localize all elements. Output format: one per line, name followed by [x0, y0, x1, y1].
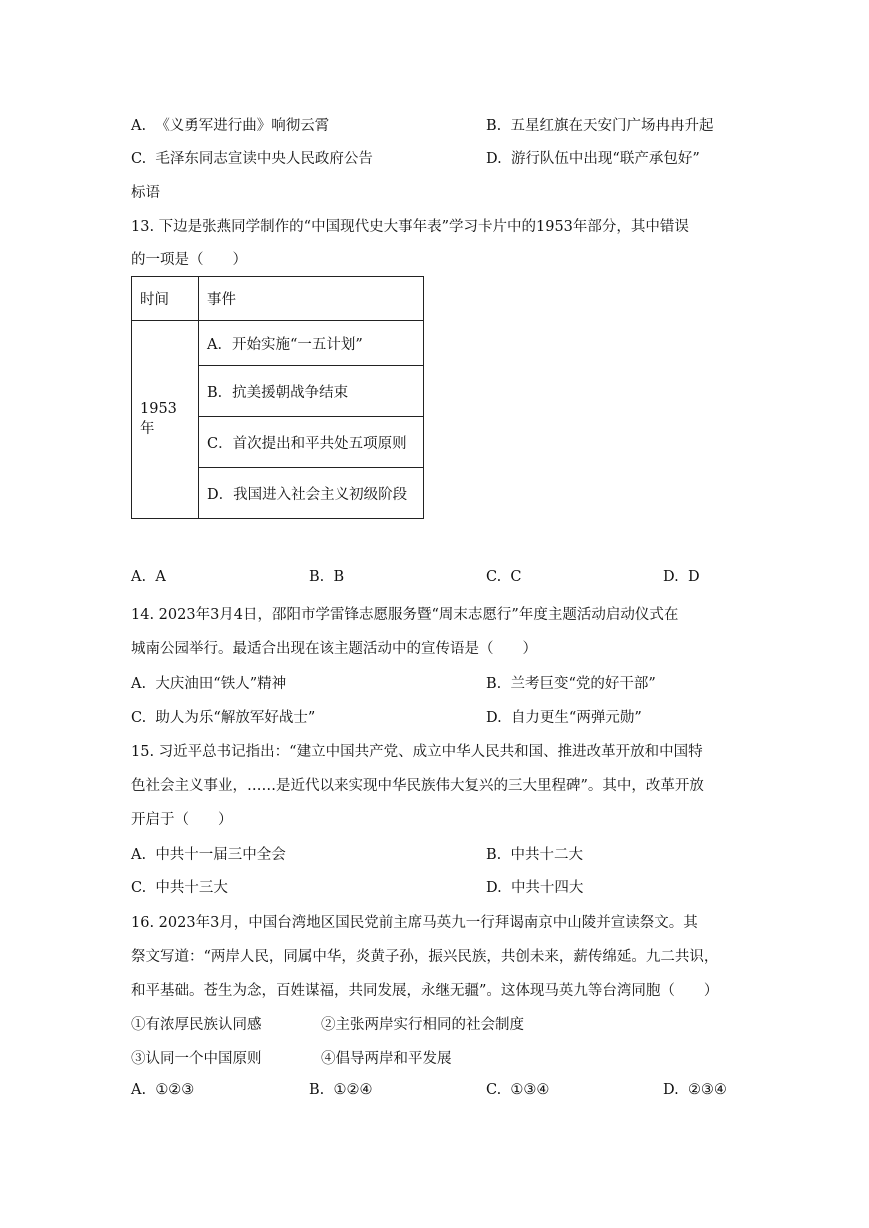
q12-option-d: D. 游行队伍中出现“联产承包好”	[486, 151, 700, 167]
q13-option-d: D. D	[663, 569, 700, 585]
q12-option-c: C. 毛泽东同志宣读中央人民政府公告	[131, 151, 373, 167]
q13-stem-line1: 13. 下边是张燕同学制作的“中国现代史大事年表”学习卡片中的1953年部分，其中错误	[131, 219, 689, 235]
q16-item-4: ④倡导两岸和平发展	[321, 1051, 452, 1067]
q14-option-a: A. 大庆油田“铁人”精神	[131, 676, 287, 692]
q15-option-a: A. 中共十一届三中全会	[131, 847, 286, 863]
table-event-c: C．首次提出和平共处五项原则	[199, 417, 424, 468]
q13-option-c: C. C	[486, 569, 522, 585]
q12-option-b: B. 五星红旗在天安门广场冉冉升起	[486, 118, 714, 134]
q13-option-a: A. A	[131, 569, 166, 585]
q15-option-b: B. 中共十二大	[486, 847, 583, 863]
q15-stem-line3: 开启于（ ）	[131, 812, 233, 828]
table-header-time: 时间	[132, 277, 199, 321]
table-header-event: 事件	[199, 277, 424, 321]
q16-item-1: ①有浓厚民族认同感	[131, 1017, 262, 1033]
q13-option-b: B. B	[309, 569, 345, 585]
q16-stem-line3: 和平基础。苍生为念，百姓谋福，共同发展，永继无疆”。这体现马英九等台湾同胞（ ）	[131, 983, 719, 999]
q14-option-d: D. 自力更生“两弹元勋”	[486, 710, 642, 726]
q16-item-2: ②主张两岸实行相同的社会制度	[321, 1017, 524, 1033]
q16-stem-line2: 祭文写道：“两岸人民，同属中华，炎黄子孙，振兴民族，共创未来，薪传绵延。九二共识，	[131, 949, 719, 965]
q12-option-d-wrap: 标语	[131, 185, 160, 201]
q16-option-d: D. ②③④	[663, 1082, 727, 1098]
q16-stem-line1: 16. 2023年3月，中国台湾地区国民党前主席马英九一行拜谒南京中山陵并宣读祭文。其	[131, 915, 698, 931]
q15-option-c: C. 中共十三大	[131, 880, 228, 896]
table-event-b: B．抗美援朝战争结束	[199, 366, 424, 417]
q15-option-d: D. 中共十四大	[486, 880, 584, 896]
events-table	[131, 276, 424, 519]
q16-option-b: B. ①②④	[309, 1082, 373, 1098]
table-event-a: A．开始实施“一五计划”	[199, 321, 424, 366]
q14-stem-line2: 城南公园举行。最适合出现在该主题活动中的宣传语是（ ）	[131, 641, 537, 657]
q15-stem-line1: 15. 习近平总书记指出：“建立中国共产党、成立中华人民共和国、推进改革开放和中国特	[131, 744, 703, 760]
q15-stem-line2: 色社会主义事业，……是近代以来实现中华民族伟大复兴的三大里程碑”。其中，改革开放	[131, 778, 704, 794]
q16-item-3: ③认同一个中国原则	[131, 1051, 262, 1067]
q16-option-c: C. ①③④	[486, 1082, 550, 1098]
q14-option-b: B. 兰考巨变“党的好干部”	[486, 676, 656, 692]
table-row	[132, 321, 424, 366]
q13-stem-line2: 的一项是（ ）	[131, 252, 247, 268]
table-event-d: D．我国进入社会主义初级阶段	[199, 468, 424, 519]
q12-option-a: A. 《义勇军进行曲》响彻云霄	[131, 118, 330, 134]
table-year-cell: 1953年	[132, 321, 199, 519]
q14-stem-line1: 14. 2023年3月4日，邵阳市学雷锋志愿服务暨“周末志愿行”年度主题活动启动仪式在	[131, 607, 679, 623]
table-header-row	[132, 277, 424, 321]
q14-option-c: C. 助人为乐“解放军好战士”	[131, 710, 316, 726]
q16-option-a: A. ①②③	[131, 1082, 195, 1098]
